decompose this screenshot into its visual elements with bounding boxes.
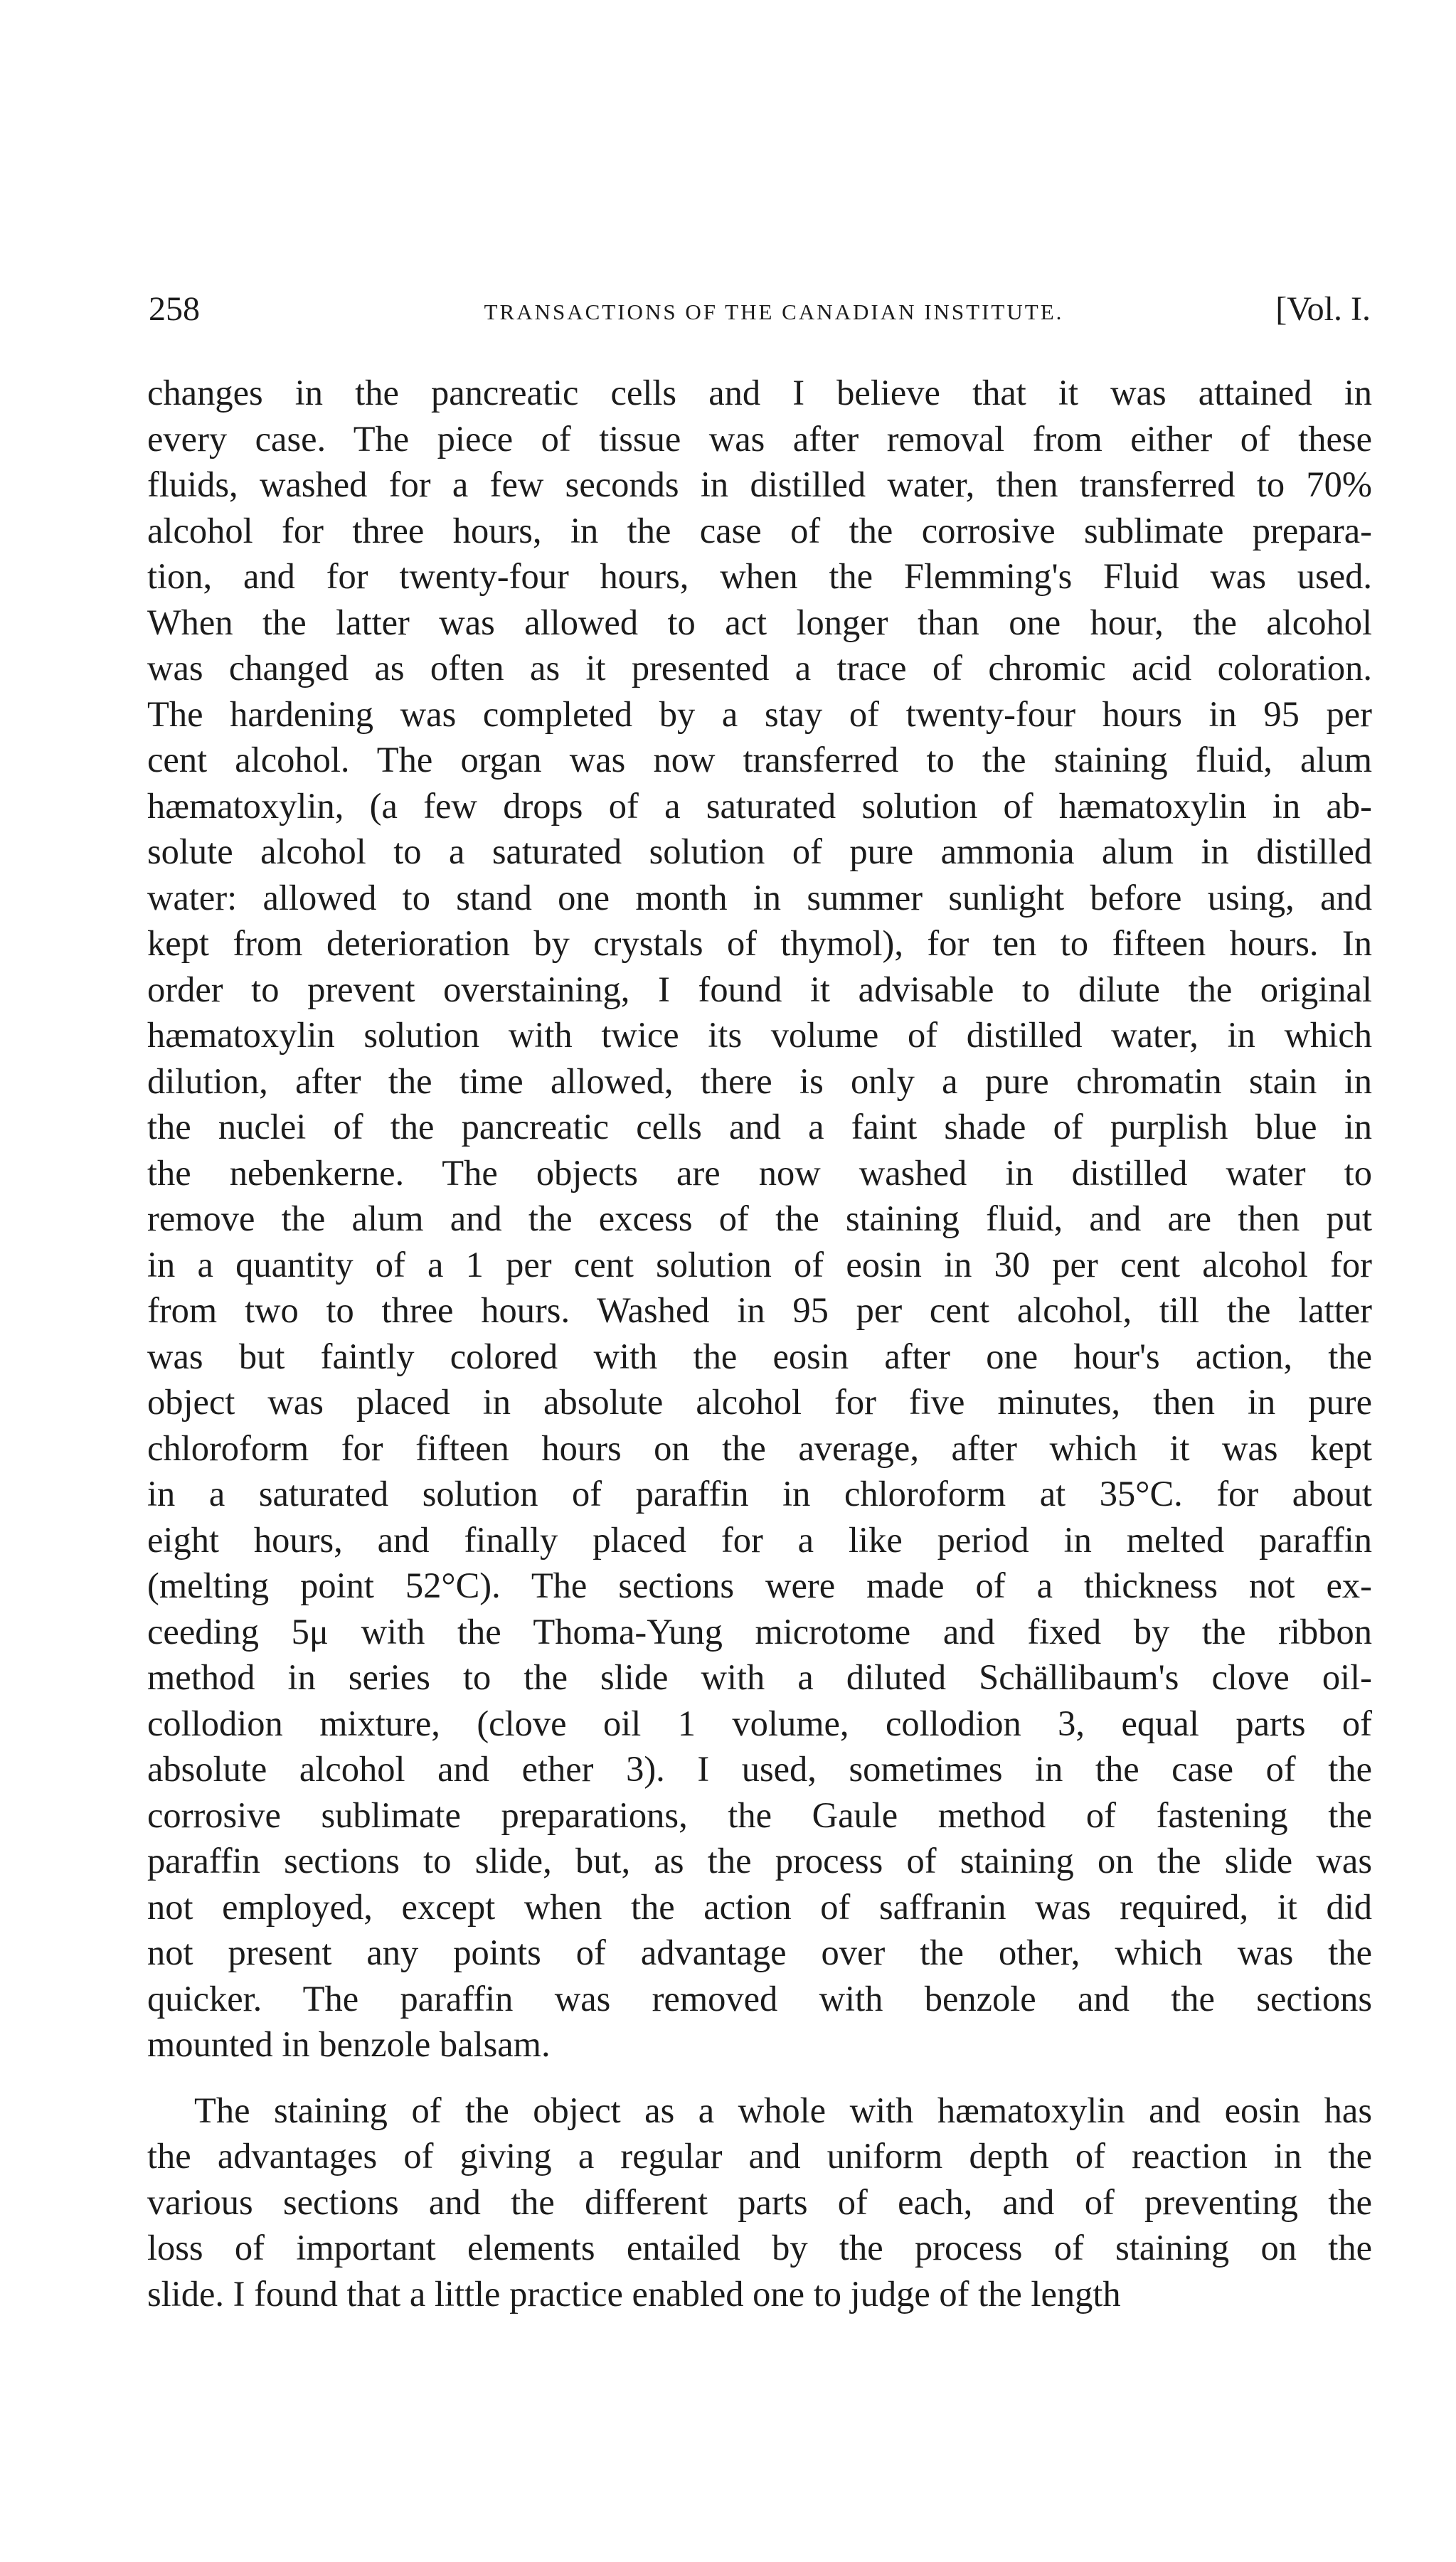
- body-text: [147, 370, 1372, 2317]
- text-line: in a saturated solution of paraffin in chloroform at 35°C. for about: [147, 1474, 1372, 1514]
- text-line: solute alcohol to a saturated solution of pure ammonia alum in distilled: [147, 831, 1372, 871]
- paragraph-1: [147, 370, 1372, 2068]
- page-number: 258: [149, 290, 200, 328]
- text-line: The staining of the object as a whole with hæmatoxylin and eosin has: [194, 2090, 1372, 2130]
- text-line: When the latter was allowed to act longer than one hour, the alcohol: [147, 602, 1372, 642]
- volume-label: [Vol. I.: [1275, 290, 1371, 328]
- text-line: (melting point 52°C). The sections were made of a thickness not ex-: [147, 1566, 1372, 1605]
- text-line: hæmatoxylin, (a few drops of a saturated solution of hæmatoxylin in ab-: [147, 785, 1372, 826]
- text-line: loss of important elements entailed by the process of staining on the: [147, 2228, 1372, 2268]
- paragraph-2: [147, 2088, 1372, 2317]
- text-line: from two to three hours. Washed in 95 per cent alcohol, till the latter: [147, 1290, 1372, 1330]
- text-line: was changed as often as it presented a trace of chromic acid coloration.: [147, 648, 1372, 688]
- text-line: alcohol for three hours, in the case of the corrosive sublimate prepara-: [147, 510, 1372, 551]
- running-title: TRANSACTIONS OF THE CANADIAN INSTITUTE.: [484, 299, 1064, 324]
- text-line: corrosive sublimate preparations, the Gaule method of fastening the: [147, 1795, 1372, 1835]
- text-line: was but faintly colored with the eosin after one hour's action, the: [147, 1336, 1372, 1376]
- text-line: eight hours, and finally placed for a like period in melted paraffin: [147, 1519, 1372, 1560]
- text-line: The hardening was completed by a stay of twenty-four hours in 95 per: [147, 693, 1372, 734]
- text-line: cent alcohol. The organ was now transferred to the staining fluid, alum: [147, 740, 1372, 780]
- text-line: order to prevent overstaining, I found it advisable to dilute the original: [147, 969, 1372, 1009]
- text-line: various sections and the different parts of each, and of preventing the: [147, 2181, 1372, 2222]
- text-line: the nuclei of the pancreatic cells and a faint shade of purplish blue in: [147, 1107, 1372, 1147]
- page-header: [149, 285, 1371, 334]
- text-line: object was placed in absolute alcohol for five minutes, then in pure: [147, 1382, 1372, 1422]
- text-line: tion, and for twenty-four hours, when the Flemming's Fluid was used.: [147, 556, 1372, 596]
- text-line: the nebenkerne. The objects are now washed in distilled water to: [147, 1152, 1372, 1193]
- text-line: the advantages of giving a regular and uniform depth of reaction in the: [147, 2136, 1372, 2176]
- text-line: collodion mixture, (clove oil 1 volume, collodion 3, equal parts of: [147, 1703, 1372, 1743]
- text-line: dilution, after the time allowed, there is only a pure chromatin stain in: [147, 1061, 1372, 1101]
- text-line: quicker. The paraffin was removed with benzole and the sections: [147, 1978, 1372, 2019]
- text-line: changes in the pancreatic cells and I believe that it was attained in: [147, 373, 1372, 413]
- text-line: paraffin sections to slide, but, as the process of staining on the slide was: [147, 1841, 1372, 1881]
- text-line: not present any points of advantage over the other, which was the: [147, 1933, 1372, 1972]
- text-line: chloroform for fifteen hours on the average, after which it was kept: [147, 1428, 1372, 1468]
- text-line: ceeding 5μ with the Thoma-Yung microtome and fixed by the ribbon: [147, 1611, 1372, 1652]
- text-line: not employed, except when the action of saffranin was required, it did: [147, 1886, 1372, 1927]
- text-line: every case. The piece of tissue was after removal from either of these: [147, 418, 1372, 459]
- text-line: fluids, washed for a few seconds in distilled water, then transferred to 70%: [147, 464, 1372, 504]
- text-line: in a quantity of a 1 per cent solution of eosin in 30 per cent alcohol for: [147, 1244, 1372, 1285]
- text-line: hæmatoxylin solution with twice its volume of distilled water, in which: [147, 1015, 1372, 1055]
- text-line: mounted in benzole balsam.: [147, 2024, 551, 2064]
- text-line: water: allowed to stand one month in summer sunlight before using, and: [147, 877, 1372, 918]
- text-line: kept from deterioration by crystals of thymol), for ten to fifteen hours. In: [147, 923, 1372, 963]
- text-line: method in series to the slide with a diluted Schällibaum's clove oil-: [147, 1657, 1372, 1697]
- text-line: absolute alcohol and ether 3). I used, sometimes in the case of the: [147, 1749, 1372, 1789]
- text-line: remove the alum and the excess of the staining fluid, and are then put: [147, 1198, 1372, 1238]
- text-line: slide. I found that a little practice enabled one to judge of the length: [147, 2273, 1121, 2314]
